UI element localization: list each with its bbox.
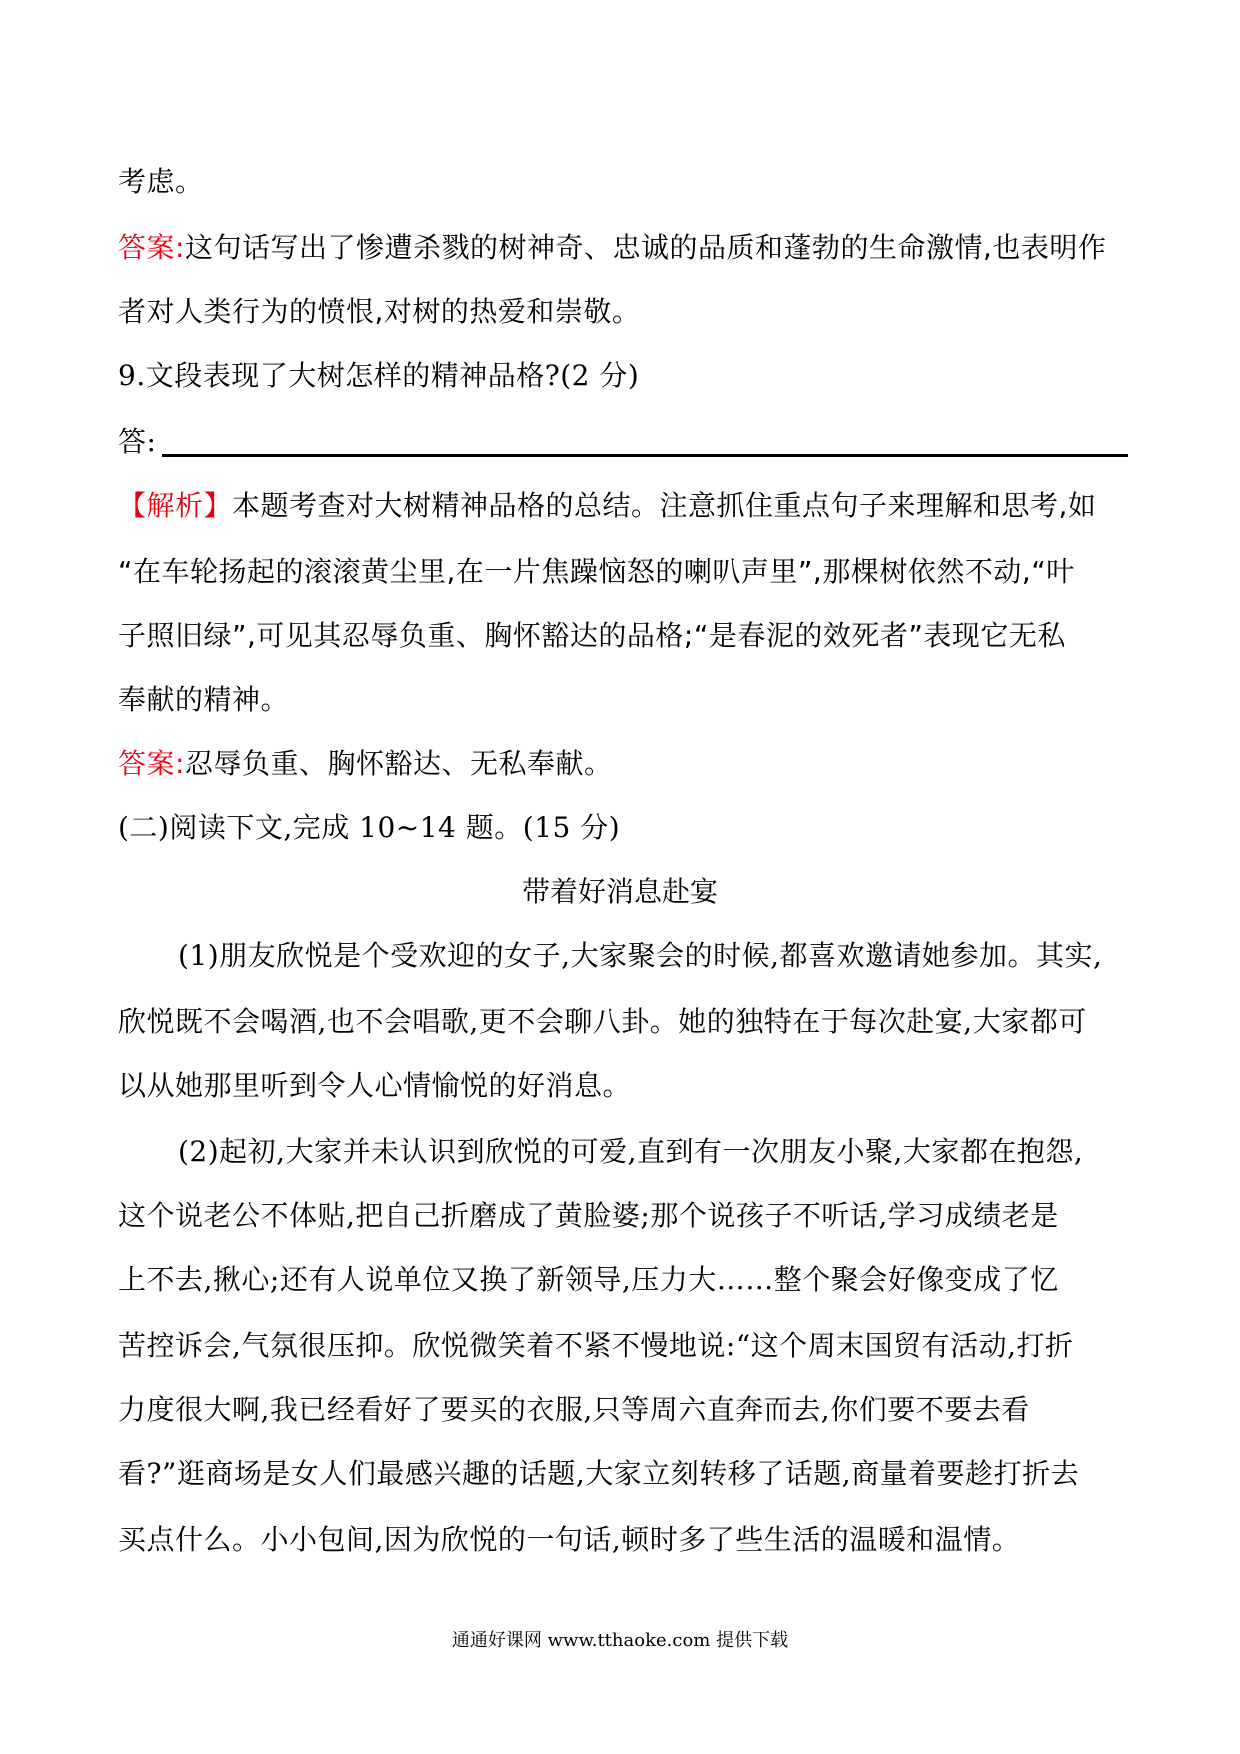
paragraph-2-line (118, 1326, 1128, 1366)
question-9 (118, 356, 1128, 396)
answer-label: 答案: (118, 747, 185, 780)
paragraph-text: 看?”逛商场是女人们最感兴趣的话题,大家立刻转移了话题,商量着要趁打折去 (118, 1457, 1080, 1490)
analysis-text: “在车轮扬起的滚滚黄尘里,在一片焦躁恼怒的喇叭声里”,那棵树依然不动,“叶 (118, 555, 1075, 588)
answer-line (118, 744, 1128, 784)
analysis-label: 【解析】 (118, 489, 233, 522)
paragraph-1-line (178, 936, 1188, 976)
text-line (118, 162, 1128, 202)
analysis-text: 本题考查对大树精神品格的总结。注意抓住重点句子来理解和思考,如 (232, 489, 1097, 522)
paragraph-2-line (118, 1196, 1128, 1236)
analysis-line (118, 486, 1128, 526)
paragraph-2-line (118, 1520, 1128, 1560)
analysis-line (118, 616, 1128, 656)
question-text: 9.文段表现了大树怎样的精神品格?(2 分) (118, 359, 640, 392)
text: 考虑。 (118, 165, 204, 198)
analysis-line (118, 552, 1128, 592)
paragraph-2-line (118, 1260, 1128, 1300)
section-heading (118, 808, 1128, 848)
paragraph-2-line (118, 1390, 1128, 1430)
paragraph-text: (2)起初,大家并未认识到欣悦的可爱,直到有一次朋友小聚,大家都在抱怨, (178, 1135, 1084, 1168)
article-title: 带着好消息赴宴 (521, 875, 718, 908)
paragraph-text: 这个说老公不体贴,把自己折磨成了黄脸婆;那个说孩子不听话,学习成绩老是 (118, 1199, 1059, 1232)
analysis-text: 子照旧绿”,可见其忍辱负重、胸怀豁达的品格;“是春泥的效死者”表现它无私 (118, 619, 1066, 652)
paragraph-text: 力度很大啊,我已经看好了要买的衣服,只等周六直奔而去,你们要不要去看 (118, 1393, 1030, 1426)
answer-line (118, 228, 1128, 268)
answer-blank-line (162, 454, 1128, 457)
paragraph-text: 苦控诉会,气氛很压抑。欣悦微笑着不紧不慢地说:“这个周末国贸有活动,打折 (118, 1329, 1074, 1362)
paragraph-2-line (118, 1454, 1128, 1494)
text-line (118, 292, 1128, 332)
paragraph-text: 上不去,揪心;还有人说单位又换了新领导,压力大……整个聚会好像变成了忆 (118, 1263, 1059, 1296)
paragraph-text: 以从她那里听到令人心情愉悦的好消息。 (118, 1069, 632, 1102)
paragraph-2-line (178, 1132, 1188, 1172)
paragraph-text: 买点什么。小小包间,因为欣悦的一句话,顿时多了些生活的温暖和温情。 (118, 1523, 1021, 1556)
analysis-text: 奉献的精神。 (118, 683, 290, 716)
paragraph-text: 欣悦既不会喝酒,也不会唱歌,更不会聊八卦。她的独特在于每次赴宴,大家都可 (118, 1005, 1087, 1038)
answer-label: 答案: (118, 231, 185, 264)
paragraph-1-line (118, 1002, 1128, 1042)
paragraph-text: (1)朋友欣悦是个受欢迎的女子,大家聚会的时候,都喜欢邀请她参加。其实, (178, 939, 1103, 972)
paragraph-1-line (118, 1066, 1128, 1106)
answer-text: 这句话写出了惨遭杀戮的树神奇、忠诚的品质和蓬勃的生命激情,也表明作 (184, 231, 1107, 264)
page-footer: 通通好课网 www.tthaoke.com 提供下载 (451, 1630, 789, 1651)
text: 者对人类行为的愤恨,对树的热爱和崇敬。 (118, 295, 641, 328)
analysis-line (118, 680, 1128, 720)
section-text: (二)阅读下文,完成 10~14 题。(15 分) (118, 811, 621, 844)
answer-text: 忍辱负重、胸怀豁达、无私奉献。 (184, 747, 613, 780)
answer-prompt-label: 答: (118, 425, 157, 458)
